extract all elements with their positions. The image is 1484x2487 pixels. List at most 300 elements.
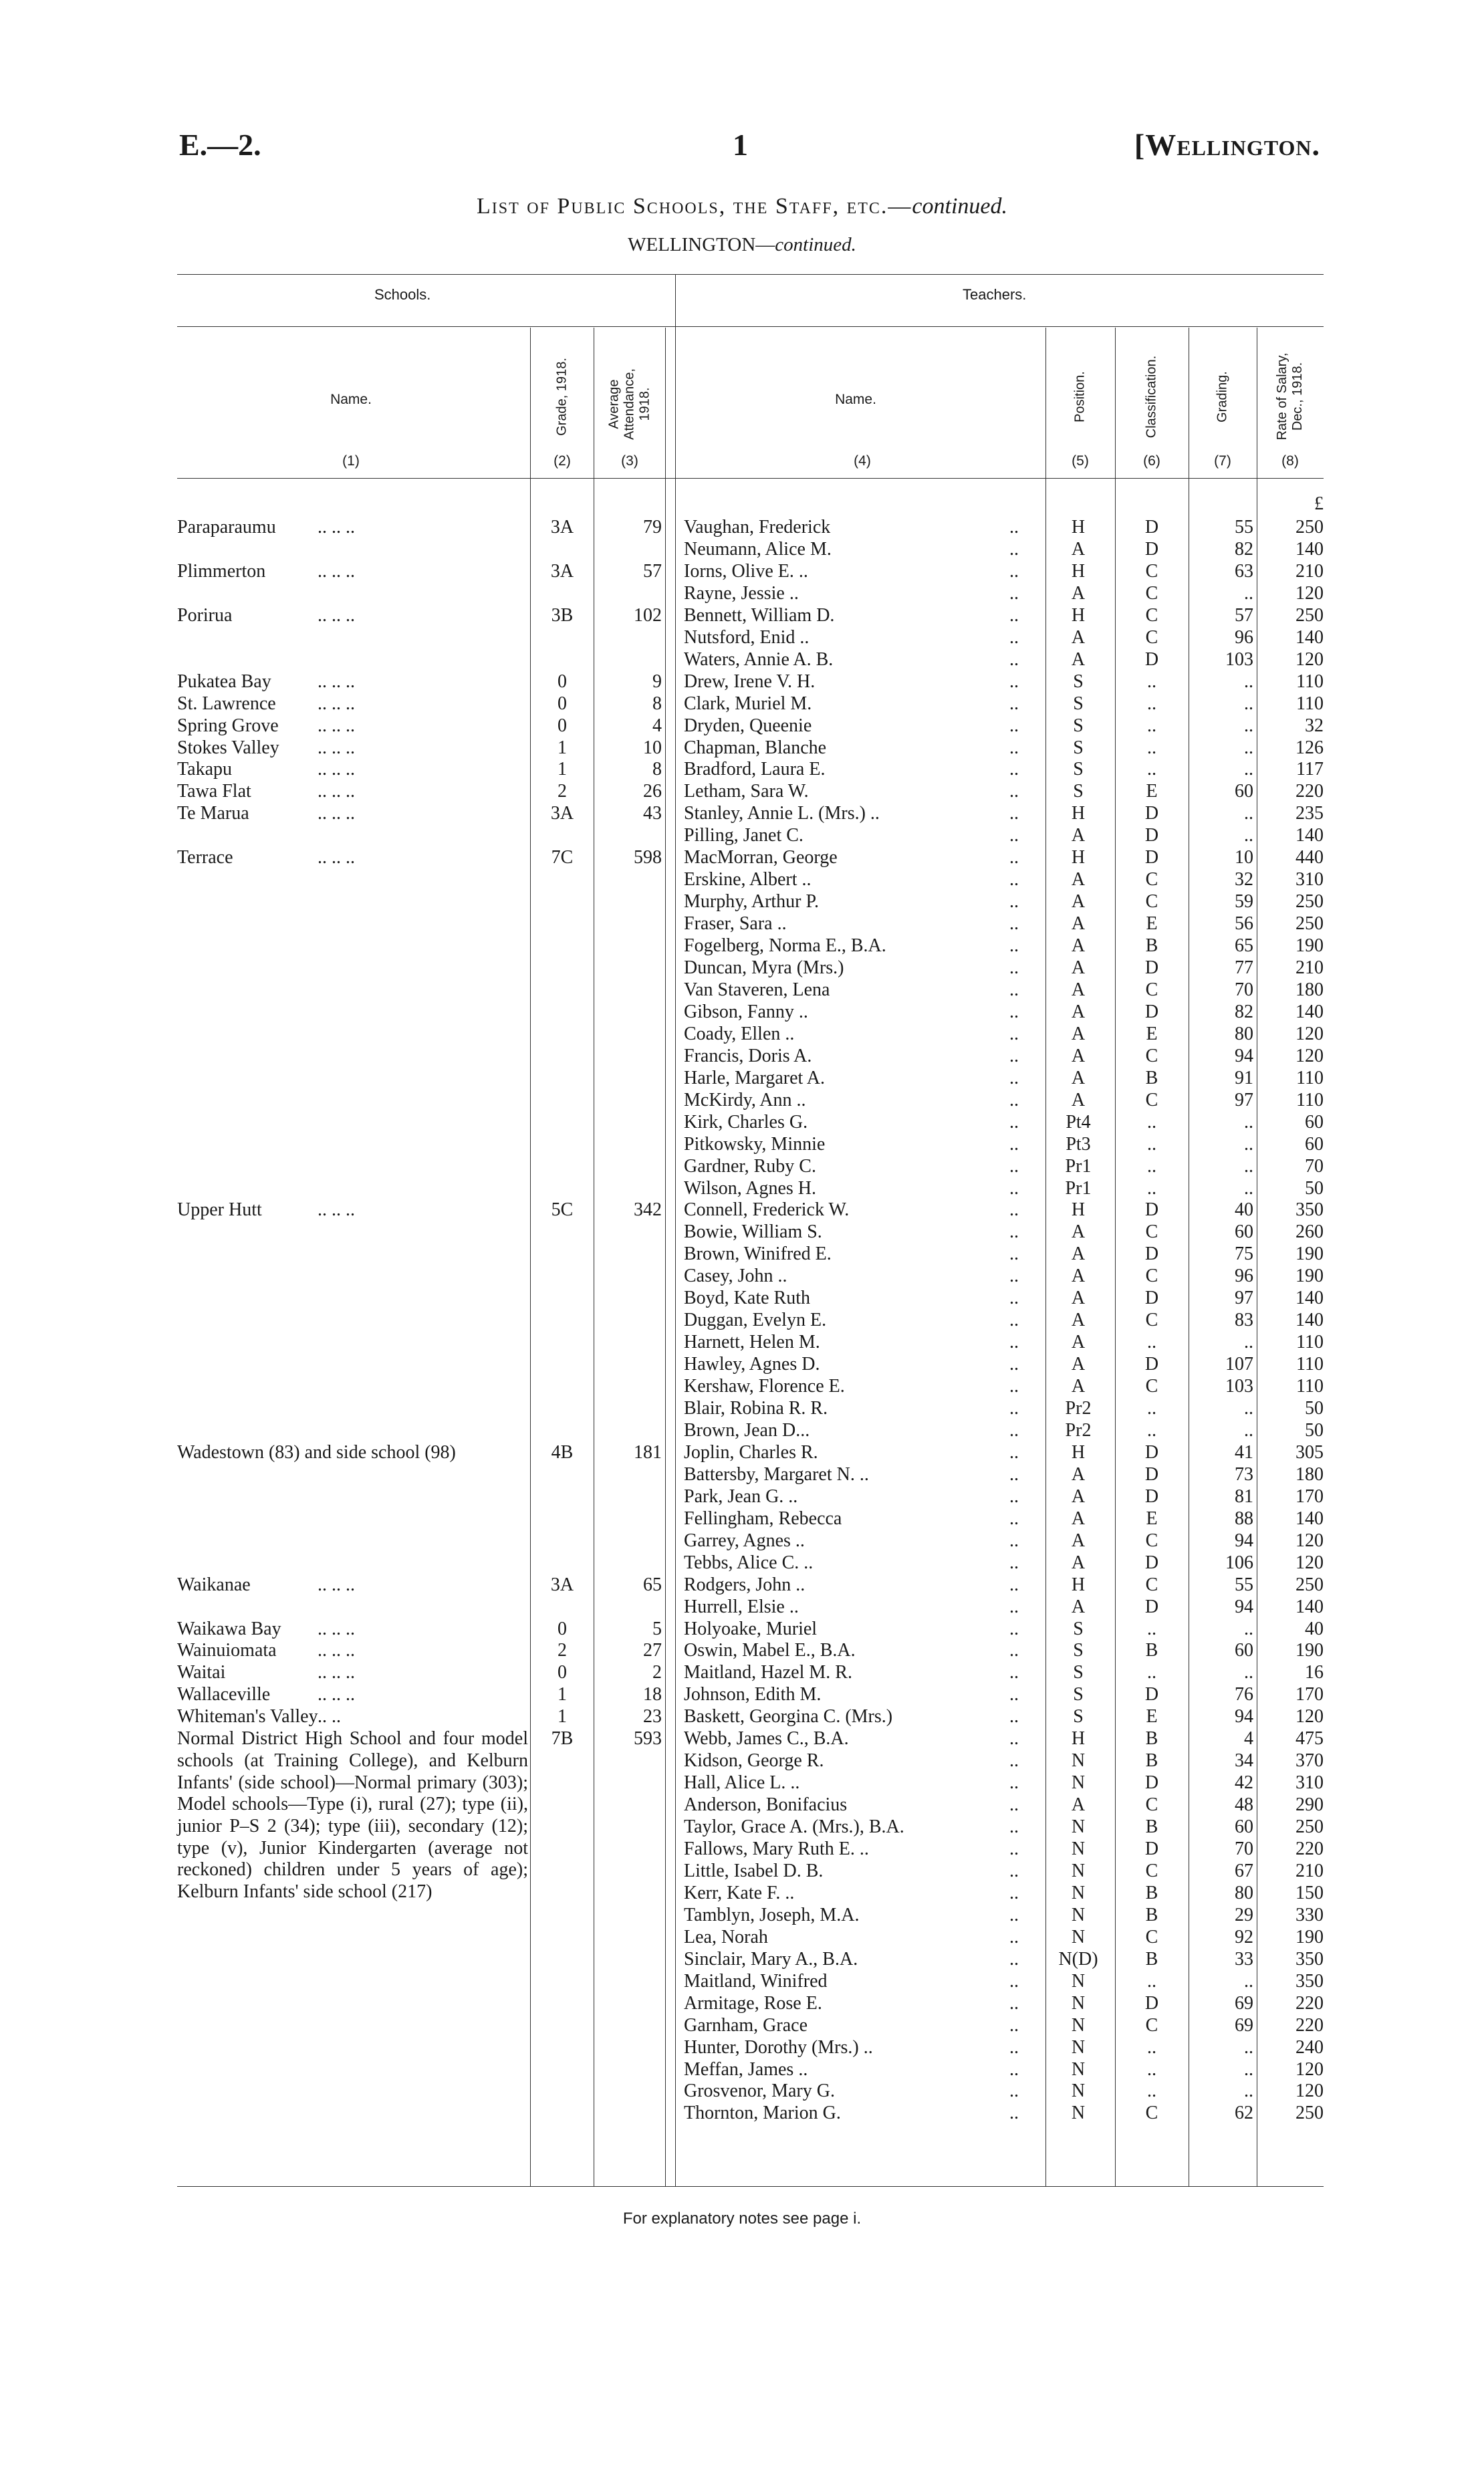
teacher-salary: 250 xyxy=(1295,2103,1324,2124)
teacher-name: Little, Isabel D. B. xyxy=(684,1860,824,1881)
leader-dots: .. xyxy=(1009,1398,1019,1419)
teacher-salary: 220 xyxy=(1295,781,1324,802)
teacher-grading: .. xyxy=(1244,2058,1253,2080)
leader-dots: .. xyxy=(1009,1111,1019,1133)
teacher-name: Boyd, Kate Ruth xyxy=(684,1288,810,1309)
teacher-classification: D xyxy=(1144,1486,1159,1507)
school-grade: 1 xyxy=(558,1684,567,1705)
teacher-name: Meffan, James .. xyxy=(684,2058,808,2080)
subtitle-main: WELLINGTON— xyxy=(628,234,775,255)
teacher-position: A xyxy=(1071,913,1086,935)
leader-dots: .. xyxy=(1009,1860,1019,1881)
col-header-teacher-name: Name. xyxy=(835,392,876,407)
teacher-name: Holyoake, Muriel xyxy=(684,1618,818,1639)
teacher-classification: .. xyxy=(1147,1332,1156,1353)
teacher-salary: 475 xyxy=(1295,1728,1324,1750)
teacher-grading: 80 xyxy=(1235,1023,1253,1044)
school-attendance: 8 xyxy=(652,759,662,780)
teacher-salary: 190 xyxy=(1295,935,1324,957)
teacher-position: A xyxy=(1071,1221,1086,1243)
teacher-position: S xyxy=(1073,737,1084,758)
teacher-classification: .. xyxy=(1147,1155,1156,1177)
teacher-classification: C xyxy=(1145,979,1158,1000)
teacher-name: Sinclair, Mary A., B.A. xyxy=(684,1948,858,1970)
leader-dots: .. xyxy=(1009,1177,1019,1199)
teacher-grading: .. xyxy=(1244,1419,1253,1441)
teacher-name: Vaughan, Frederick xyxy=(684,517,831,538)
leader-dots: .. xyxy=(1009,1882,1019,1903)
teacher-salary: 16 xyxy=(1305,1662,1324,1683)
school-grade: 0 xyxy=(558,671,567,692)
teacher-salary: 370 xyxy=(1295,1750,1324,1772)
teacher-classification: B xyxy=(1145,1640,1158,1661)
teacher-classification: .. xyxy=(1147,1419,1156,1441)
teacher-position: N xyxy=(1071,2081,1086,2102)
school-attendance: 26 xyxy=(643,781,662,802)
teacher-position: A xyxy=(1071,1332,1086,1353)
leader-dots: .. xyxy=(1009,715,1019,736)
teacher-classification: E xyxy=(1146,1508,1158,1529)
teacher-position: N(D) xyxy=(1058,1948,1098,1970)
school-name: Stokes Valley xyxy=(177,737,279,758)
leader-dots: .. xyxy=(1009,1133,1019,1155)
teacher-salary: 60 xyxy=(1305,1111,1324,1133)
teacher-name: Garrey, Agnes .. xyxy=(684,1530,805,1551)
teacher-name: Coady, Ellen .. xyxy=(684,1023,795,1044)
teacher-name: Tamblyn, Joseph, M.A. xyxy=(684,1904,860,1925)
teacher-position: A xyxy=(1071,1288,1086,1309)
teacher-classification: .. xyxy=(1147,715,1156,736)
teacher-position: A xyxy=(1071,1067,1086,1088)
school-name: Waitai xyxy=(177,1662,226,1683)
teacher-name: Maitland, Winifred xyxy=(684,1970,828,1992)
teacher-grading: 65 xyxy=(1235,935,1253,957)
teacher-position: H xyxy=(1071,803,1086,824)
school-name: Takapu xyxy=(177,759,233,780)
leader-dots: .. xyxy=(1009,1596,1019,1617)
teacher-classification: C xyxy=(1145,869,1158,891)
teacher-name: Johnson, Edith M. xyxy=(684,1684,822,1705)
leader-dots: .. .. .. xyxy=(318,517,355,538)
teacher-classification: D xyxy=(1144,1441,1159,1463)
teacher-salary: 140 xyxy=(1295,1288,1324,1309)
teacher-salary: 235 xyxy=(1295,803,1324,824)
teacher-classification: .. xyxy=(1147,737,1156,758)
leader-dots: .. xyxy=(1009,648,1019,670)
teacher-classification: E xyxy=(1146,1023,1158,1044)
teacher-grading: 76 xyxy=(1235,1684,1253,1705)
leader-dots: .. xyxy=(1009,759,1019,780)
teacher-position: Pr2 xyxy=(1065,1419,1092,1441)
leader-dots: .. xyxy=(1009,1684,1019,1705)
teacher-classification: B xyxy=(1145,1948,1158,1970)
teacher-grading: 97 xyxy=(1235,1089,1253,1110)
school-grade: 0 xyxy=(558,1618,567,1639)
school-grade: 0 xyxy=(558,693,567,714)
leader-dots: .. xyxy=(1009,517,1019,538)
leader-dots: .. .. .. xyxy=(318,737,355,758)
teacher-salary: 120 xyxy=(1295,582,1324,604)
teacher-salary: 140 xyxy=(1295,1310,1324,1331)
teacher-classification: C xyxy=(1145,1860,1158,1881)
teacher-salary: 120 xyxy=(1295,1552,1324,1573)
leader-dots: .. xyxy=(1009,693,1019,714)
teacher-classification: E xyxy=(1146,913,1158,935)
teacher-classification: B xyxy=(1145,1882,1158,1903)
teacher-position: S xyxy=(1073,1684,1084,1705)
leader-dots: .. .. .. xyxy=(318,693,355,714)
teacher-salary: 110 xyxy=(1296,693,1324,714)
teacher-classification: D xyxy=(1144,517,1159,538)
school-name: Te Marua xyxy=(177,803,249,824)
teacher-salary: 310 xyxy=(1295,869,1324,891)
teacher-classification: D xyxy=(1144,803,1159,824)
teacher-classification: C xyxy=(1145,1926,1158,1947)
teacher-salary: 210 xyxy=(1295,957,1324,978)
col-header-grading: Grading. xyxy=(1215,371,1230,423)
teacher-grading: 82 xyxy=(1235,1001,1253,1022)
teacher-salary: 290 xyxy=(1295,1794,1324,1816)
teacher-classification: C xyxy=(1145,1045,1158,1066)
teacher-classification: .. xyxy=(1147,1618,1156,1639)
teacher-classification: .. xyxy=(1147,1133,1156,1155)
teacher-grading: .. xyxy=(1244,1970,1253,1992)
col-number-4: (4) xyxy=(854,453,871,469)
teacher-grading: 73 xyxy=(1235,1463,1253,1485)
leader-dots: .. xyxy=(1009,2036,1019,2058)
school-name: Waikawa Bay xyxy=(177,1618,281,1639)
school-name: Tawa Flat xyxy=(177,781,251,802)
teacher-position: H xyxy=(1071,560,1086,582)
col-number-7: (7) xyxy=(1214,453,1231,469)
school-name: Pukatea Bay xyxy=(177,671,271,692)
teacher-grading: .. xyxy=(1244,1177,1253,1199)
leader-dots: .. xyxy=(1009,1640,1019,1661)
teacher-classification: C xyxy=(1145,560,1158,582)
teacher-grading: 75 xyxy=(1235,1244,1253,1265)
school-grade: 1 xyxy=(558,759,567,780)
teacher-name: Oswin, Mabel E., B.A. xyxy=(684,1640,856,1661)
teacher-position: N xyxy=(1071,1772,1086,1794)
school-name: Spring Grove xyxy=(177,715,279,736)
teacher-position: N xyxy=(1071,2014,1086,2036)
leader-dots: .. .. .. xyxy=(318,1574,355,1595)
title-main: List of Public Schools, the Staff, etc.— xyxy=(476,194,912,219)
teacher-salary: 140 xyxy=(1295,1596,1324,1617)
teacher-position: H xyxy=(1071,1441,1086,1463)
leader-dots: .. xyxy=(1009,1530,1019,1551)
leader-dots: .. xyxy=(1009,1376,1019,1397)
school-name: Terrace xyxy=(177,847,233,868)
teacher-grading: .. xyxy=(1244,715,1253,736)
teacher-grading: .. xyxy=(1244,1133,1253,1155)
teacher-classification: .. xyxy=(1147,1398,1156,1419)
teacher-grading: 33 xyxy=(1235,1948,1253,1970)
school-name: Wainuiomata xyxy=(177,1640,277,1661)
num-rule xyxy=(177,478,1324,479)
teacher-grading: .. xyxy=(1244,1662,1253,1683)
teacher-classification: D xyxy=(1144,1684,1159,1705)
teacher-name: Gardner, Ruby C. xyxy=(684,1155,816,1177)
teacher-position: A xyxy=(1071,869,1086,891)
teacher-classification: D xyxy=(1144,957,1159,978)
teacher-position: A xyxy=(1071,1023,1086,1044)
school-name: Normal District High School and four model schools (at Training College), and Kelburn Infants' (side school)—Normal primary (303); Model schools—Type (i), rural (27); type (ii), junior P–S 2 (34); type (iii), secondary (12); type (v), Junior Kindergarten (average not reckoned) children under 5 years of age); Kelburn Infants' side school (217) xyxy=(177,1728,528,1903)
teacher-position: Pr1 xyxy=(1065,1177,1092,1199)
teacher-grading: 103 xyxy=(1225,648,1253,670)
teacher-classification: E xyxy=(1146,781,1158,802)
teacher-salary: 120 xyxy=(1295,2081,1324,2102)
school-name: Plimmerton xyxy=(177,560,266,582)
leader-dots: .. .. .. xyxy=(318,715,355,736)
school-attendance: 2 xyxy=(652,1662,662,1683)
teacher-name: Tebbs, Alice C. .. xyxy=(684,1552,814,1573)
school-grade: 3A xyxy=(550,1574,574,1595)
teacher-classification: .. xyxy=(1147,1177,1156,1199)
leader-dots: .. xyxy=(1009,604,1019,626)
teacher-position: A xyxy=(1071,979,1086,1000)
teacher-name: Kerr, Kate F. .. xyxy=(684,1882,795,1903)
teacher-salary: 110 xyxy=(1296,671,1324,692)
teacher-position: Pr1 xyxy=(1065,1155,1092,1177)
teacher-grading: 94 xyxy=(1235,1706,1253,1728)
teacher-position: A xyxy=(1071,1552,1086,1573)
school-attendance: 79 xyxy=(643,517,662,538)
teacher-name: Hurrell, Elsie .. xyxy=(684,1596,799,1617)
teacher-position: A xyxy=(1071,626,1086,648)
teacher-salary: 110 xyxy=(1296,1354,1324,1375)
teacher-grading: 56 xyxy=(1235,913,1253,935)
teacher-classification: C xyxy=(1145,582,1158,604)
teacher-name: Kirk, Charles G. xyxy=(684,1111,808,1133)
teacher-name: Harle, Margaret A. xyxy=(684,1067,825,1088)
teacher-grading: 34 xyxy=(1235,1750,1253,1772)
teacher-name: Armitage, Rose E. xyxy=(684,1992,822,2014)
teacher-grading: 88 xyxy=(1235,1508,1253,1529)
teacher-name: Kidson, George R. xyxy=(684,1750,824,1772)
teacher-position: A xyxy=(1071,538,1086,560)
teacher-name: Fellingham, Rebecca xyxy=(684,1508,842,1529)
school-name: Porirua xyxy=(177,604,233,626)
col-header-classification: Classification. xyxy=(1144,355,1159,439)
leader-dots: .. .. xyxy=(318,1706,341,1728)
leader-dots: .. xyxy=(1009,1970,1019,1992)
leader-dots: .. xyxy=(1009,1816,1019,1838)
teacher-classification: C xyxy=(1145,891,1158,913)
teacher-position: A xyxy=(1071,1244,1086,1265)
teacher-position: S xyxy=(1073,1618,1084,1639)
teacher-position: N xyxy=(1071,2058,1086,2080)
teacher-classification: C xyxy=(1145,1530,1158,1551)
teacher-grading: 4 xyxy=(1244,1728,1253,1750)
teacher-name: Battersby, Margaret N. .. xyxy=(684,1463,869,1485)
teacher-grading: .. xyxy=(1244,2036,1253,2058)
teacher-grading: .. xyxy=(1244,1398,1253,1419)
teacher-grading: 94 xyxy=(1235,1045,1253,1066)
teacher-position: S xyxy=(1073,715,1084,736)
teacher-grading: 41 xyxy=(1235,1441,1253,1463)
top-rule xyxy=(177,274,1324,275)
teacher-name: Webb, James C., B.A. xyxy=(684,1728,849,1750)
teacher-salary: 250 xyxy=(1295,1574,1324,1595)
teacher-position: A xyxy=(1071,1354,1086,1375)
teacher-position: A xyxy=(1071,1486,1086,1507)
teacher-salary: 220 xyxy=(1295,1839,1324,1859)
teacher-grading: .. xyxy=(1244,1618,1253,1639)
teacher-classification: D xyxy=(1144,648,1159,670)
teacher-name: Drew, Irene V. H. xyxy=(684,671,816,692)
teacher-position: A xyxy=(1071,1089,1086,1110)
teacher-position: H xyxy=(1071,517,1086,538)
leader-dots: .. xyxy=(1009,1199,1019,1221)
teacher-name: Duggan, Evelyn E. xyxy=(684,1310,827,1331)
leader-dots: .. xyxy=(1009,891,1019,913)
teacher-salary: 150 xyxy=(1295,1882,1324,1903)
teacher-grading: 55 xyxy=(1235,1574,1253,1595)
school-name: Wallaceville xyxy=(177,1684,271,1705)
teacher-classification: D xyxy=(1144,1199,1159,1221)
leader-dots: .. xyxy=(1009,671,1019,692)
leader-dots: .. .. .. xyxy=(318,1199,355,1221)
leader-dots: .. .. .. xyxy=(318,1640,355,1661)
teacher-classification: C xyxy=(1145,1310,1158,1331)
teacher-name: Waters, Annie A. B. xyxy=(684,648,834,670)
teacher-salary: 190 xyxy=(1295,1244,1324,1265)
teacher-classification: .. xyxy=(1147,1970,1156,1992)
teacher-name: Park, Jean G. .. xyxy=(684,1486,798,1507)
teacher-position: N xyxy=(1071,1816,1086,1838)
teacher-name: Neumann, Alice M. xyxy=(684,538,832,560)
teacher-name: Iorns, Olive E. .. xyxy=(684,560,808,582)
group-header-schools: Schools. xyxy=(374,286,431,303)
teacher-name: Joplin, Charles R. xyxy=(684,1441,818,1463)
teacher-grading: 83 xyxy=(1235,1310,1253,1331)
leader-dots: .. xyxy=(1009,1750,1019,1772)
leader-dots: .. xyxy=(1009,1904,1019,1925)
teacher-name: Casey, John .. xyxy=(684,1266,787,1287)
leader-dots: .. xyxy=(1009,626,1019,648)
teacher-salary: 120 xyxy=(1295,1045,1324,1066)
teacher-classification: C xyxy=(1145,1266,1158,1287)
teacher-name: Bradford, Laura E. xyxy=(684,759,826,780)
teacher-classification: C xyxy=(1145,1221,1158,1243)
teacher-classification: D xyxy=(1144,1992,1159,2014)
teacher-name: Wilson, Agnes H. xyxy=(684,1177,816,1199)
school-grade: 3A xyxy=(550,560,574,582)
subtitle-continued: continued. xyxy=(775,234,856,255)
leader-dots: .. xyxy=(1009,1045,1019,1066)
col-number-2: (2) xyxy=(553,453,571,469)
teacher-salary: 180 xyxy=(1295,979,1324,1000)
teacher-classification: B xyxy=(1145,935,1158,957)
teacher-salary: 210 xyxy=(1295,560,1324,582)
school-grade: 1 xyxy=(558,1706,567,1728)
teacher-salary: 240 xyxy=(1295,2036,1324,2058)
leader-dots: .. .. .. xyxy=(318,847,355,868)
teacher-name: Bowie, William S. xyxy=(684,1221,822,1243)
teacher-grading: 32 xyxy=(1235,869,1253,891)
col-number-3: (3) xyxy=(621,453,638,469)
teacher-grading: 62 xyxy=(1235,2103,1253,2124)
teacher-grading: .. xyxy=(1244,582,1253,604)
school-attendance: 27 xyxy=(643,1640,662,1661)
bottom-rule xyxy=(177,2186,1324,2187)
teacher-position: A xyxy=(1071,957,1086,978)
teacher-grading: 57 xyxy=(1235,604,1253,626)
teacher-position: N xyxy=(1071,1882,1086,1903)
teacher-salary: 190 xyxy=(1295,1926,1324,1947)
teacher-position: S xyxy=(1073,1706,1084,1728)
leader-dots: .. xyxy=(1009,1244,1019,1265)
leader-dots: .. xyxy=(1009,781,1019,802)
teacher-salary: 60 xyxy=(1305,1133,1324,1155)
teacher-salary: 120 xyxy=(1295,2058,1324,2080)
school-grade: 4B xyxy=(551,1441,574,1463)
teacher-grading: 97 xyxy=(1235,1288,1253,1309)
teacher-salary: 210 xyxy=(1295,1860,1324,1881)
teacher-position: N xyxy=(1071,2036,1086,2058)
school-attendance: 18 xyxy=(643,1684,662,1705)
teacher-grading: 10 xyxy=(1235,847,1253,868)
teacher-salary: 250 xyxy=(1295,1816,1324,1838)
teacher-position: A xyxy=(1071,1001,1086,1022)
teacher-grading: 60 xyxy=(1235,781,1253,802)
teacher-position: S xyxy=(1073,759,1084,780)
teacher-position: S xyxy=(1073,671,1084,692)
teacher-classification: D xyxy=(1144,825,1159,846)
teacher-classification: .. xyxy=(1147,2058,1156,2080)
teacher-name: Nutsford, Enid .. xyxy=(684,626,810,648)
teacher-classification: .. xyxy=(1147,693,1156,714)
teacher-salary: 40 xyxy=(1305,1618,1324,1639)
footer-note: For explanatory notes see page i. xyxy=(622,2210,862,2228)
teacher-classification: D xyxy=(1144,847,1159,868)
teacher-classification: D xyxy=(1144,1596,1159,1617)
teacher-grading: .. xyxy=(1244,1155,1253,1177)
col-header-grade: Grade, 1918. xyxy=(554,358,570,436)
teacher-salary: 250 xyxy=(1295,517,1324,538)
teacher-position: A xyxy=(1071,825,1086,846)
school-attendance: 181 xyxy=(634,1441,662,1463)
school-attendance: 593 xyxy=(634,1728,662,1750)
teacher-salary: 350 xyxy=(1295,1199,1324,1221)
leader-dots: .. xyxy=(1009,1067,1019,1088)
teacher-position: Pt4 xyxy=(1066,1111,1091,1133)
teacher-position: N xyxy=(1071,2103,1086,2124)
teacher-position: A xyxy=(1071,1045,1086,1066)
leader-dots: .. xyxy=(1009,825,1019,846)
leader-dots: .. xyxy=(1009,979,1019,1000)
teacher-salary: 110 xyxy=(1296,1089,1324,1110)
teacher-grading: .. xyxy=(1244,737,1253,758)
teacher-grading: 106 xyxy=(1225,1552,1253,1573)
school-attendance: 102 xyxy=(634,604,662,626)
teacher-salary: 310 xyxy=(1295,1772,1324,1794)
school-grade: 5C xyxy=(551,1199,574,1221)
leader-dots: .. xyxy=(1009,2014,1019,2036)
school-attendance: 65 xyxy=(643,1574,662,1595)
teacher-salary: 32 xyxy=(1305,715,1324,736)
teacher-grading: .. xyxy=(1244,803,1253,824)
school-grade: 0 xyxy=(558,715,567,736)
school-attendance: 5 xyxy=(652,1618,662,1639)
teacher-name: Kershaw, Florence E. xyxy=(684,1376,845,1397)
leader-dots: .. .. .. xyxy=(318,1662,355,1683)
leader-dots: .. xyxy=(1009,1839,1019,1859)
teacher-position: A xyxy=(1071,1266,1086,1287)
leader-dots: .. xyxy=(1009,737,1019,758)
divider-attendance-teacher xyxy=(665,328,666,2186)
